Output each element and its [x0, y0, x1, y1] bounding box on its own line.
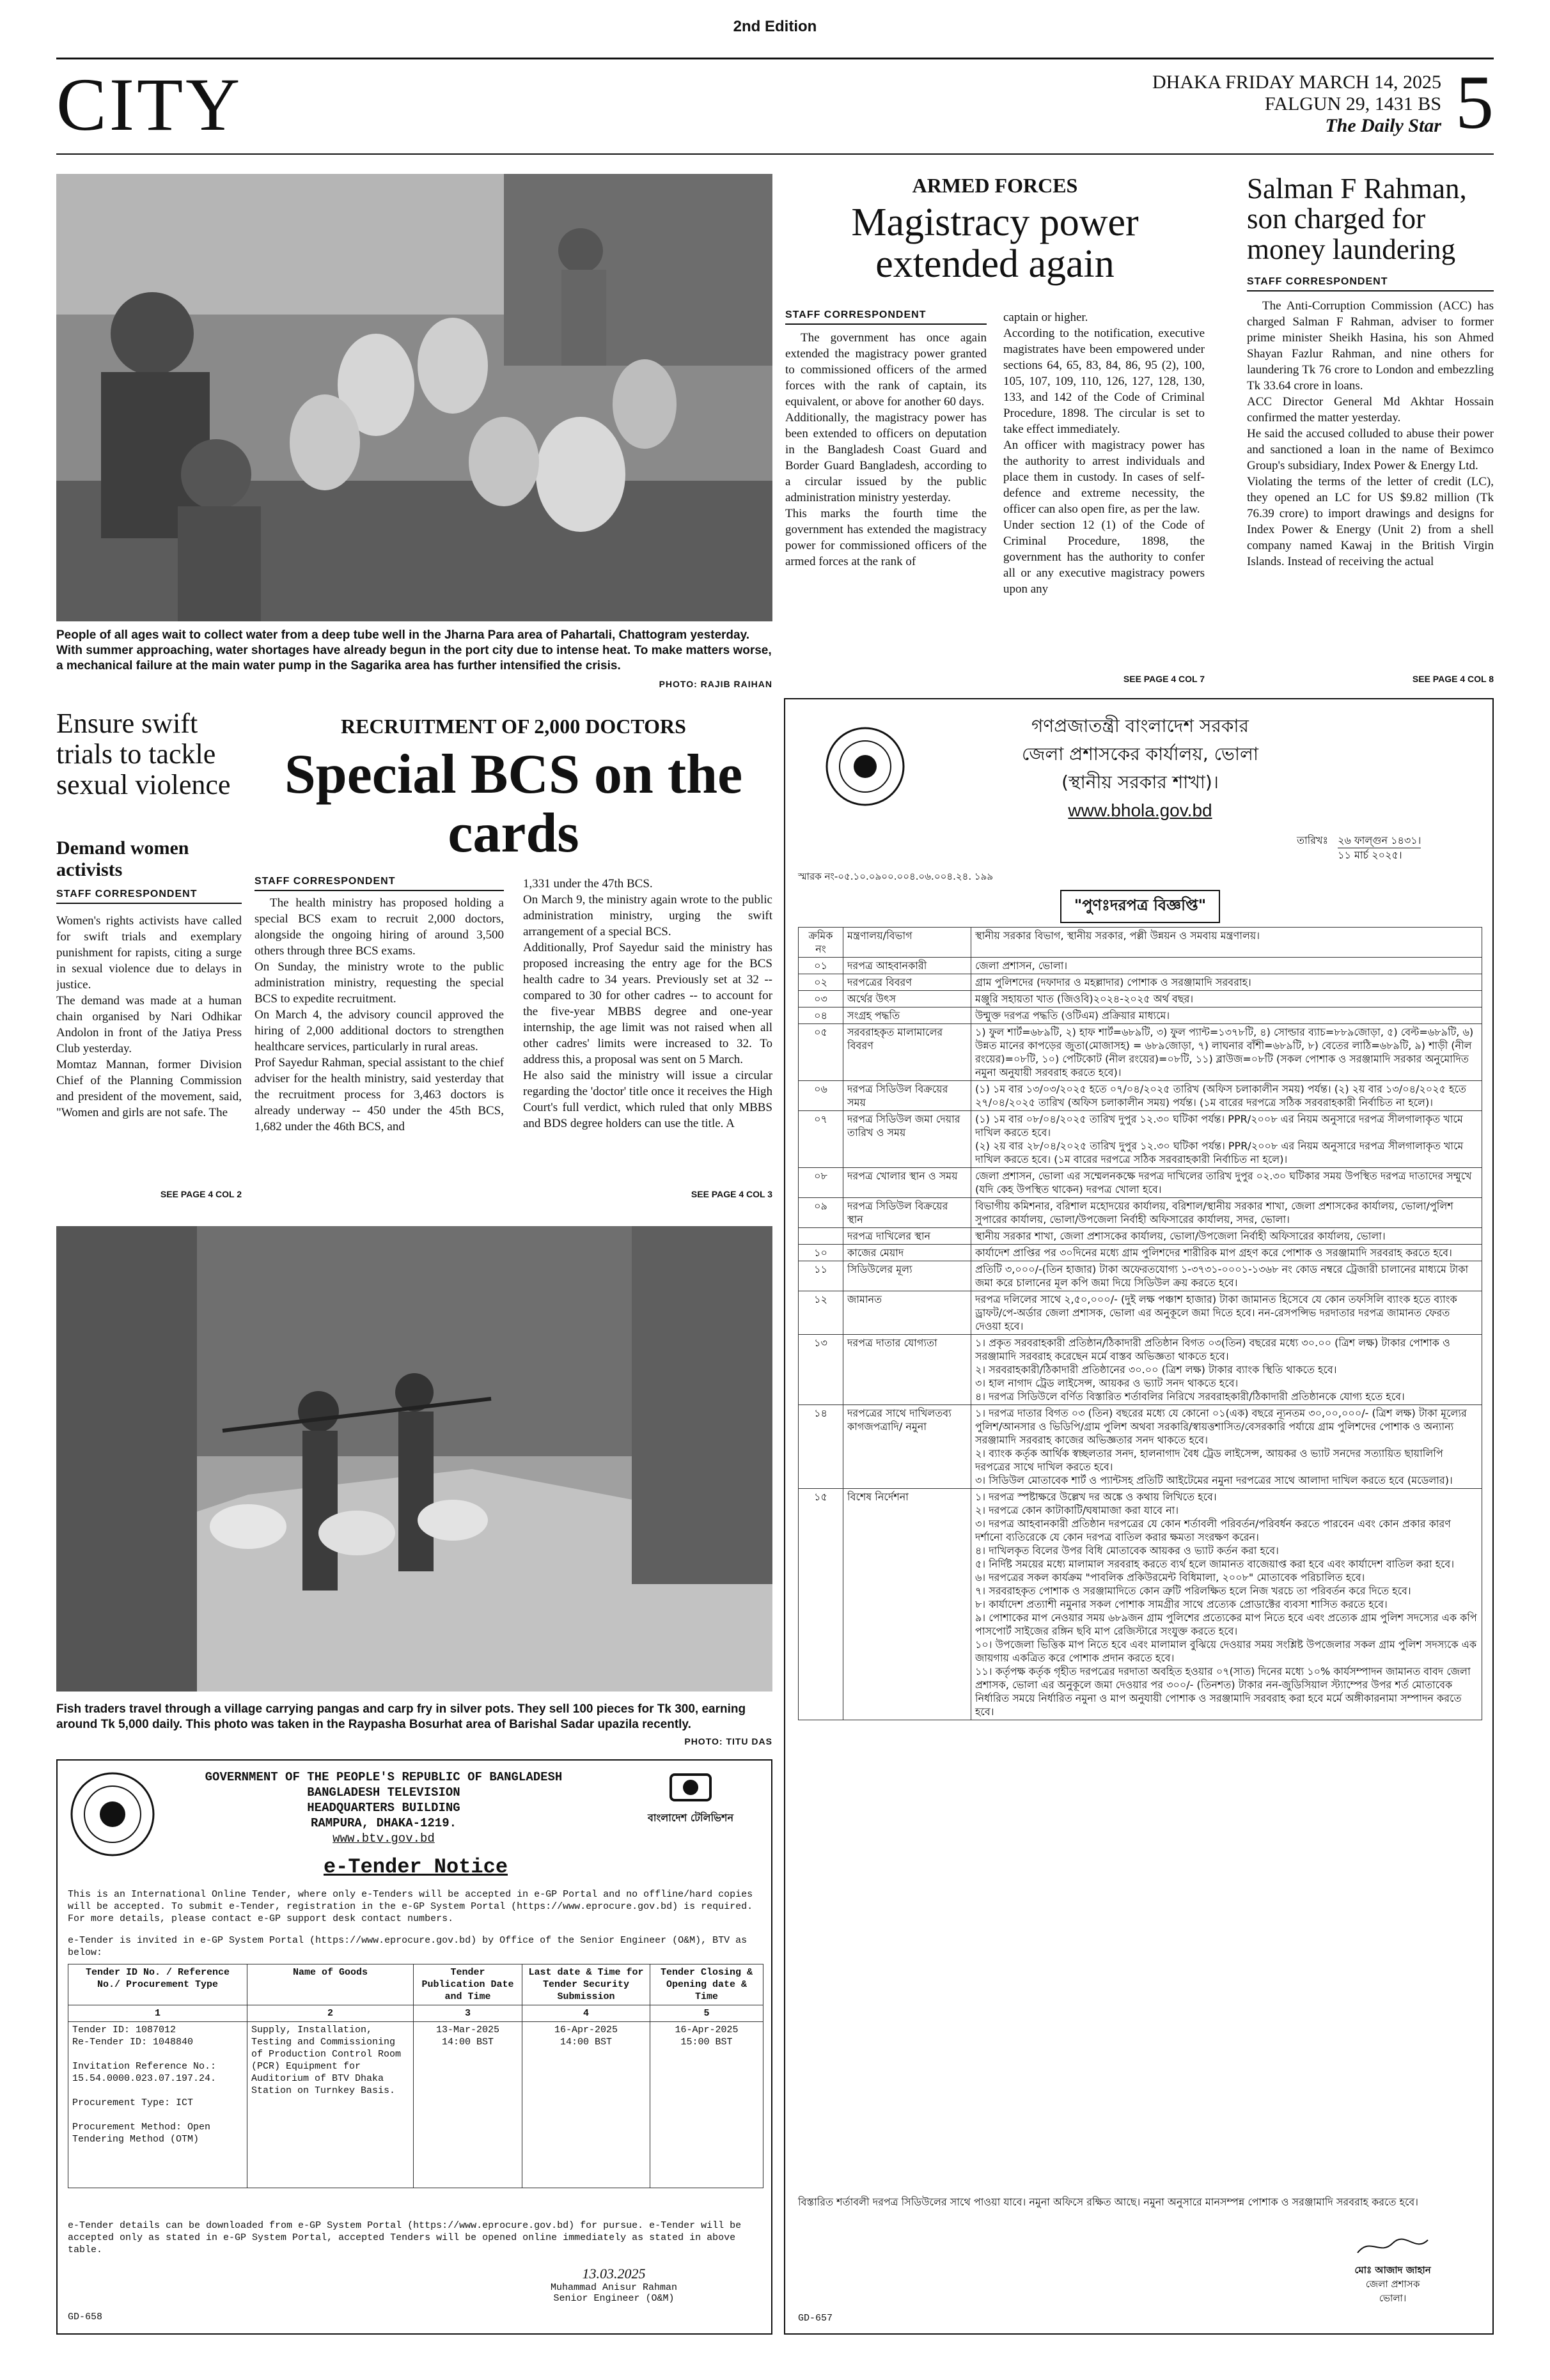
row-value: ১) ফুল শার্ট=৬৮৯টি, ২) হাফ শার্ট=৬৮৯টি, ৩) ফুল প্যান্ট=১৩৭৮টি, ৪) সোল্ডার ব্যাচ=৮৮৯জোড়া, ৫) বেল্ট=৬৮৯টি, ৬) উন্নত মানের কাপড়ের জুতা(মোজাসহ) = ৬৮৯জোড়া, ৭) লাঘনার বাঁশী=৬৮৯টি, ৮) বেতের লাঠি=৬৮৯টি, ৯) শাড়ী (নীল রংয়ের)=০৮টি, ১০) পেটিকোট (নীল রংয়ের)=০৮টি, ১১) ব্লাউজ=০৮টি (সকল পোশাক ও সরঞ্জামাদি সরকার অনুমোদিত নমুনা অনুযায়ী সরবরাহ করতে হবে)। [971, 1024, 1482, 1081]
bhola-memo: স্মারক নং-০৫.১০.০৯০০.০০৪.০৬.০০৪.২৪. ১৯৯ [798, 871, 994, 882]
row-value: স্থানীয় সরকার শাখা, জেলা প্রশাসকের কার্যালয়, ভোলা/উপজেলা নির্বাহী অফিসারের কার্যালয়, ভোলা। [971, 1228, 1482, 1245]
row-label: দরপত্র আহবানকারী [843, 958, 971, 974]
row-value: প্রতিটি ৩,০০০/-(তিন হাজার) টাকা অফেরতযোগ্য ১-৩৭৩১-০০০১-১৩৬৮ নং কোড নম্বরে ট্রেজারী চালানের মাধ্যমে টাকা জমা করে চালানের মূল কপি জমা দিয়ে সিডিউল ক্রয় করতে হবে। [971, 1261, 1482, 1291]
btv-header [160, 1769, 607, 1846]
btv-org-4: RAMPURA, DHAKA-1219. [310, 1816, 457, 1830]
bhola-date-label: তারিখঃ [1297, 834, 1329, 846]
table-row [799, 991, 1482, 1007]
water-photo [56, 174, 772, 621]
table-row [799, 1405, 1482, 1489]
row-label: জামানত [843, 1291, 971, 1335]
btv-footer: e-Tender details can be downloaded from e-GP System Portal (https://www.eprocure.gov.bd) for pursue. e-Tender will be accepted only as stated in e-GP System Portal, accepted Tenders will be opened online immediately as stated in above table. [68, 2220, 742, 2255]
bangladesh-govt-seal [68, 1769, 157, 1859]
bhola-header [785, 712, 1495, 825]
btv-tender-box [56, 1759, 772, 2335]
armed-headline: Magistracy power extended again [851, 201, 1139, 286]
section-title: CITY [56, 63, 243, 146]
table-row [799, 1081, 1482, 1111]
bhola-date-block [1297, 834, 1421, 862]
fish-photo-credit: PHOTO: TITU DAS [684, 1736, 772, 1746]
bcs-see-page: SEE PAGE 4 COL 3 [691, 1189, 772, 1199]
row-number: ০৩ [799, 991, 843, 1007]
row-number: ১৩ [799, 1335, 843, 1405]
row-number: ০৭ [799, 1111, 843, 1168]
bhola-designation: জেলা প্রশাসক [1365, 2278, 1420, 2290]
top-rule [56, 58, 1494, 59]
dateline [1152, 72, 1441, 137]
water-photo-credit: PHOTO: RAJIB RAIHAN [659, 679, 772, 689]
water-photo-caption: People of all ages wait to collect water from a deep tube well in the Jharna Para area of Pahartali, Chattogram yesterday. With summer approaching, water shortages have already begun in the port city due to intense heat. To make matters worse, a mechanical failure at the main water pump in the Sagarika area has further intensified the crisis. [56, 628, 772, 673]
row-value: কার্যাদেশ প্রাপ্তির পর ৩০দিনের মধ্যে গ্রাম পুলিশদের শারীরিক মাপ গ্রহণ করে পোশাক ও সরঞ্জামাদি সরবরাহ করতে হবে। [971, 1245, 1482, 1261]
btv-org-3: HEADQUARTERS BUILDING [307, 1801, 460, 1815]
armed-byline: STAFF CORRESPONDENT [785, 309, 987, 325]
col-header-security: Last date & Time for Tender Security Submission [522, 1964, 650, 2005]
col-header-publication: Tender Publication Date and Time [414, 1964, 522, 2005]
row-label: দরপত্রের বিবরণ [843, 974, 971, 991]
row-label: বিশেষ নির্দেশনা [843, 1489, 971, 1720]
trials-subhead: Demand women activists [56, 837, 189, 880]
row-number: ১১ [799, 1261, 843, 1291]
salman-body [1247, 298, 1494, 672]
row-value: দরপত্র দলিলের সাথে ২,৫০,০০০/- (দুই লক্ষ পঞ্চাশ হাজার) টাকা জামানত হিসেবে যে কোন তফসিলি ব্যাংক হতে ব্যাংক ড্রাফট/পে-অর্ডার জেলা প্রশাসক, ভোলা এর অনুকূলে জমা দিতে হবে। নন-রেসপন্সিভ দরদাতার দরপত্র জামানত ফেরত দেওয়া হবে। [971, 1291, 1482, 1335]
bhola-notice-box [784, 698, 1494, 2335]
fish-photo-caption: Fish traders travel through a village carrying pangas and carp fry in silver pots. They sell 100 pieces for Tk 300, earning around Tk 5,000 daily. This photo was taken in the Raypasha Bosurhat area of Barishal Sadar upazila recently. [56, 1702, 746, 1731]
row-value: জেলা প্রশাসন, ভোলা এর সম্মেলনকক্ষে দরপত্র দাখিলের তারিখ দুপুর ০২.৩০ ঘটিকার সময় উপস্থিত দরপত্র দাতাদের সম্মুখে (যদি কেহ উপস্থিত থাকেন) দরপত্র খোলা হবে। [971, 1168, 1482, 1198]
row-number: ০৫ [799, 1024, 843, 1081]
btv-designation: Senior Engineer (O&M) [553, 2293, 675, 2304]
date-line-2: FALGUN 29, 1431 BS [1264, 93, 1441, 114]
btv-web: www.btv.gov.bd [333, 1832, 435, 1846]
salman-byline: STAFF CORRESPONDENT [1247, 276, 1494, 292]
row-value: ১। প্রকৃত সরবরাহকারী প্রতিষ্ঠান/ঠিকাদারী প্রতিষ্ঠান বিগত ০৩(তিন) বছরের মধ্যে ৩০.০০ (ত্রিশ লক্ষ) টাকার পোশাক ও সরঞ্জামাদি সরবরাহ করেছেন মর্মে বাস্তব অভিজ্ঞতা থাকতে হবে। ২। সরবরাহকারী/ঠিকাদারী প্রতিষ্ঠানের ৩০.০০ (ত্রিশ লক্ষ) টাকার ব্যাংক স্থিতি থাকতে হবে। ৩। হাল নাগাদ ট্রেড লাইসেন্স, আয়কর ও ভ্যাট সনদ থাকতে হবে। ৪। দরপত্র সিডিউলে বর্ণিত বিস্তারিত শর্তাবলির নিরিখে সরবরাহকারী/ঠিকাদারী প্রতিষ্ঠানকে যোগ্য হতে হবে। [971, 1335, 1482, 1405]
btv-sign-date: 13.03.2025 [582, 2266, 646, 2282]
trials-body [56, 913, 242, 1189]
row-value: গ্রাম পুলিশদের (দফাদার ও মহল্লাদার) পোশাক ও সরঞ্জামাদি সরবরাহ। [971, 974, 1482, 991]
row-value: স্থানীয় সরকার বিভাগ, স্থানীয় সরকার, পল্লী উন্নয়ন ও সমবায় মন্ত্রণালয়। [971, 928, 1482, 958]
bhola-title-2: জেলা প্রশাসকের কার্যালয়, ভোলা [1022, 743, 1258, 765]
salman-body-text: The Anti-Corruption Commission (ACC) has charged Salman F Rahman, adviser to former prime minister Sheikh Hasina, his son Ahmed Shayan Fazlur Rahman, and nine others for laundering Tk 76 crore to London and embezzling Tk 33.64 crore in loans. ACC Director General Md Akhtar Hossain confirmed the matter yesterday. He said the accused colluded to abuse their power and sanctioned a loan in the name of Beximco Group's subsidiary, Index Power & Energy Ltd. Violating the terms of the letter of credit (LC), they opened an LC for US $9.82 million (Tk 76.39 crore) to import drawings and designs for Index Power & Energy (Unit 2) from a shell company named Kawaj in the British Virgin Islands. Instead of receiving the actual [1247, 299, 1494, 568]
row-number: ০৯ [799, 1198, 843, 1228]
row-label: সরবরাহকৃত মালামালের বিবরণ [843, 1024, 971, 1081]
btv-signer: Muhammad Anisur Rahman [550, 2282, 678, 2293]
bhola-title-1: গণপ্রজাতন্ত্রী বাংলাদেশ সরকার [1031, 715, 1249, 736]
row-label: সিডিউলের মূল্য [843, 1261, 971, 1291]
row-number: ১৫ [799, 1489, 843, 1720]
table-row [799, 928, 1482, 958]
table-row [799, 974, 1482, 991]
table-row [799, 1168, 1482, 1198]
armed-kicker: ARMED FORCES [912, 174, 1078, 197]
row-label: কাজের মেয়াদ [843, 1245, 971, 1261]
cell-closing: 16-Apr-2025 15:00 BST [650, 2022, 763, 2188]
row-label: দরপত্র দাখিলের স্থান [843, 1228, 971, 1245]
bcs-byline: STAFF CORRESPONDENT [254, 876, 504, 891]
row-value: জেলা প্রশাসন, ভোলা। [971, 958, 1482, 974]
armed-col-1 [785, 330, 987, 672]
bhola-place: ভোলা। [1379, 2292, 1407, 2304]
armed-col-1-text: The government has once again extended the magistracy power granted to commissioned officers of the armed forces with the rank of captain, its equivalent, or above for another 60 days. Additionally, the magistracy power has been extended to officers on deputation in the Bangladesh Coast Guard and Border Guard Bangladesh, according to a circular issued by the public administration ministry yesterday. This marks the fourth time the government has extended the magistracy power for commissioned officers of the armed forces at the rank of [785, 331, 987, 568]
col-num-4: 4 [522, 2005, 650, 2022]
row-label: দরপত্র সিডিউল বিক্রয়ের স্থান [843, 1198, 971, 1228]
cell-goods: Supply, Installation, Testing and Commissioning of Production Control Room (PCR) Equipment for Auditorium of BTV Dhaka Station on Turnkey Basis. [247, 2022, 414, 2188]
row-label: অর্থের উৎস [843, 991, 971, 1007]
row-label: দরপত্র খোলার স্থান ও সময় [843, 1168, 971, 1198]
row-value: বিভাগীয় কমিশনার, বরিশাল মহোদয়ের কার্যালয়, বরিশাল/স্থানীয় সরকার শাখা, জেলা প্রশাসকের কার্যালয়, ভোলা/পুলিশ সুপারের কার্যালয়, ভোলা/উপজেলা নির্বাহী অফিসারের কার্যালয়, সদর, ভোলা। [971, 1198, 1482, 1228]
table-row [799, 1198, 1482, 1228]
row-number [799, 1228, 843, 1245]
table-row [799, 1291, 1482, 1335]
row-label: দরপত্র সিডিউল জমা দেয়ার তারিখ ও সময় [843, 1111, 971, 1168]
bhola-notice-table [798, 927, 1482, 1720]
row-number: ১২ [799, 1291, 843, 1335]
row-label: দরপত্রের সাথে দাখিলতব্য কাগজপত্রাদি/ নমুনা [843, 1405, 971, 1489]
btv-signature-block [518, 2266, 710, 2304]
row-number: ১৪ [799, 1405, 843, 1489]
bcs-kicker: RECRUITMENT OF 2,000 DOCTORS [341, 715, 686, 738]
fish-traders-photo [56, 1226, 772, 1692]
btv-title: e-Tender Notice [323, 1855, 508, 1879]
row-value: ১। দরপত্র স্পষ্টাক্ষরে উল্লেখ দর অঙ্কে ও কথায় লিখিতে হবে। ২। দরপত্রে কোন কাটাকাটি/ঘষামাজা করা যাবে না। ৩। দরপত্র আহবানকারী প্রতিষ্ঠান দরপত্রের যে কোন শর্তাবলী পরিবর্তন/পরিবর্ধন করতে পারবেন এবং কোন প্রকার কারণ দর্শানো ব্যতিরেকে যে কোন দরপত্র বাতিল করার ক্ষমতা সংরক্ষণ করেন। ৪। দাখিলকৃত বিলের উপর বিধি মোতাবেক আয়কর ও ভ্যাট কর্তন করা হবে। ৫। নির্দিষ্ট সময়ের মধ্যে মালামাল সরবরাহ করতে ব্যর্থ হলে জামানত বাজেয়াপ্ত করা হবে এবং কার্যাদেশ বাতিল করা হবে। ৬। দরপত্রের সকল কার্যক্রম "পাবলিক প্রকিউরমেন্ট বিধিমালা, ২০০৮" মোতাবেক পরিচালিত হবে। ৭। সরবরাহকৃত পোশাক ও সরঞ্জামাদিতে কোন ত্রুটি পরিলক্ষিত হলে নিজ খরচে তা পরিবর্তন করে দিতে হবে। ৮। কার্যাদেশ প্রত্যাশী নমুনার সকল পোশাক সামগ্রীর সাথে প্রত্যেক প্রোডাক্টের ব্যবসা শাসিত করতে হবে। ৯। পোশাকের মাপ নেওয়ার সময় ৬৮৯জন গ্রাম পুলিশের প্রত্যেকের মাপ নিতে হবে এবং প্রত্যেক গ্রাম পুলিশ সদস্যের এক কপি পাসপোর্ট সাইজের রঙ্গিন ছবি মাপ রেজিস্টারে সংযুক্ত করতে হবে। ১০। উপজেলা ভিত্তিক মাপ নিতে হবে এবং মালামাল বুঝিয়ে দেওয়ার সময় সংশ্লিষ্ট উপজেলার সকল গ্রাম পুলিশ সদস্যকে এক জায়গায় একত্রিত করে পোশাক প্রদান করতে হবে। ১১। কর্তৃপক্ষ কর্তৃক গৃহীত দরপত্রের দরদাতা অবহিত হওয়ার ০৭(সাত) দিনের মধ্যে ১০% কার্যসম্পাদন জামানত বাবদ জেলা প্রশাসক, ভোলা এর অনুকূলে জমা দেওয়ার পর ৩০০/- (তিনশত) টাকার নন-জুডিসিয়াল স্ট্যাম্পের উপর শর্ত মোতাবেক নির্ধারিত সময়ে নির্ধারিত নমুনা ও মাপ অনুযায়ী পোশাক ও সরঞ্জামাদি সরবরাহ করা হবে মর্মে অঙ্গীকারনামা সম্পাদন করতে হবে। [971, 1489, 1482, 1720]
table-row [799, 1261, 1482, 1291]
page-number: 5 [1455, 59, 1494, 144]
btv-org-2: BANGLADESH TELEVISION [307, 1785, 460, 1800]
masthead-rule [56, 153, 1494, 155]
row-number: ১০ [799, 1245, 843, 1261]
armed-col-2 [1003, 309, 1205, 672]
bhola-title-3: (স্থানীয় সরকার শাখা)। [1061, 772, 1219, 793]
tv-icon [668, 1772, 713, 1807]
btv-org-1: GOVERNMENT OF THE PEOPLE'S REPUBLIC OF BANGLADESH [205, 1770, 563, 1784]
bhola-signer: মোঃ আজাদ জাহান [1354, 2264, 1431, 2276]
armed-see-page: SEE PAGE 4 COL 7 [1123, 674, 1205, 684]
row-value: (১) ১ম বার ০৮/০৪/২০২৫ তারিখ দুপুর ১২.৩০ ঘটিকা পর্যন্ত। PPR/২০০৮ এর নিয়ম অনুসারে দরপত্র সীলগালাকৃত খামে দাখিল করতে হবে। (২) ২য় বার ২৮/০৪/২০২৫ তারিখ দুপুর ১২.৩০ ঘটিকা পর্যন্ত। PPR/২০০৮ এর নিয়ম অনুসারে দরপত্র সীলগালাকৃত খামে দাখিল করতে হবে। (১ম বারের দরপত্রে সঠিক সরবরাহকারী নির্বাচিত না হলে)। [971, 1111, 1482, 1168]
date-line-1: DHAKA FRIDAY MARCH 14, 2025 [1152, 72, 1441, 93]
trials-see-page: SEE PAGE 4 COL 2 [160, 1189, 242, 1199]
edition-label: 2nd Edition [733, 18, 817, 35]
table-row [799, 958, 1482, 974]
row-label: মন্ত্রণালয়/বিভাগ [843, 928, 971, 958]
bhola-date-2: ১১ মার্চ ২০২৫। [1338, 849, 1402, 861]
row-number: ০২ [799, 974, 843, 991]
bcs-col-2-text: 1,331 under the 47th BCS. On March 9, the ministry again wrote to the public administration ministry, urging the swift arrangement of a special BCS. Additionally, Prof Sayedur said the ministry has proposed increasing the entry age for the BCS health cadre to 34 years. Previously set at 32 -- compared to 30 for other cadres -- to account for the five-year MBBS degree and one-year internship, the age limit was not raised when all other cadres' limits were increased to 32. To address this, a proposal was sent on 5 March. He also said the ministry will issue a circular regarding the 'doctor' title once it receives the High Court's full verdict, which ruled that only MBBS and BDS degree holders can use the title. A [523, 877, 772, 1130]
btv-tender-table [68, 1964, 763, 2188]
trials-headline: Ensure swift trials to tackle sexual violence [56, 708, 231, 800]
btv-intro: This is an International Online Tender, where only e-Tenders will be accepted in e-GP Portal and no offline/hard copies will be accepted. To submit e-Tender, registration in the e-GP System Portal (https://www.eprocure.gov.bd) is required. For more details, please contact e-GP support desk contact numbers. [68, 1889, 753, 1924]
table-row [799, 1111, 1482, 1168]
row-value: উন্মুক্ত দরপত্র পদ্ধতি (ওটিএম) প্রক্রিয়ার মাধ্যমে। [971, 1007, 1482, 1024]
table-row [799, 1007, 1482, 1024]
row-value: মঞ্জুরি সহায়তা খাত (জিওবি)২০২৪-২০২৫ অর্থ বছর। [971, 991, 1482, 1007]
col-num-3: 3 [414, 2005, 522, 2022]
row-number: ক্রমিক নং [799, 928, 843, 958]
bcs-col-1 [254, 895, 504, 1188]
trials-body-text: Women's rights activists have called for swift trials and exemplary punishment for rapists, citing a surge in sexual violence due to delays in justice. The demand was made at a human chain organised by Nari Odhikar Andolon in front of the Jatiya Press Club yesterday. Momtaz Mannan, former Division Chief of the Planning Commission and president of the movement, said, "Women and girls are not safe. The [56, 914, 242, 1119]
row-number: ০৬ [799, 1081, 843, 1111]
paper-brand: The Daily Star [1325, 115, 1441, 136]
cell-tender-id: Tender ID: 1087012 Re-Tender ID: 1048840 Invitation Reference No.: 15.54.0000.023.07.197.24. Procurement Type: ICT Procurement Method: Open Tendering Method (OTM) [68, 2022, 247, 2188]
table-row [799, 1245, 1482, 1261]
row-value: (১) ১ম বার ১৩/০৩/২০২৫ হতে ০৭/০৪/২০২৫ তারিখ (অফিস চলাকালীন সময়) পর্যন্ত। (২) ২য় বার ১৩/০৪/২০২৫ হতে ২৭/০৪/২০২৫ তারিখ (অফিস চলাকালীন সময়) পর্যন্ত। (১ম বারের দরপত্রে সঠিক সরবরাহকারী নির্বাচিত না হলে)। [971, 1081, 1482, 1111]
bhola-signature-block [1316, 2234, 1469, 2305]
signature-mark [1354, 2234, 1431, 2259]
table-row [799, 1489, 1482, 1720]
armed-col-2-text: captain or higher. According to the notification, executive magistrates have been empowered under sections 64, 65, 83, 84, 86, 95 (2), 100, 105, 107, 109, 110, 126, 127, 128, 130, 133, and 142 of the Code of Criminal Procedure, 1898. The circular is set to take effect immediately. An officer with magistracy power has the authority to arrest individuals and place them in custody. In cases of self-defence and extreme necessity, the officer can also open fire, as per the law. Under section 12 (1) of the Code of Criminal Procedure, 1898, the government has the authority to confer all or any executive magistracy powers upon any [1003, 311, 1205, 596]
btv-logo-text: বাংলাদেশ টেলিভিশন [647, 1812, 734, 1824]
row-number: ০১ [799, 958, 843, 974]
row-label: সংগ্রহ পদ্ধতি [843, 1007, 971, 1024]
row-number: ০৪ [799, 1007, 843, 1024]
col-num-5: 5 [650, 2005, 763, 2022]
row-number: ০৮ [799, 1168, 843, 1198]
col-header-goods: Name of Goods [247, 1964, 414, 2005]
salman-see-page: SEE PAGE 4 COL 8 [1412, 674, 1494, 684]
col-num-2: 2 [247, 2005, 414, 2022]
col-num-1: 1 [68, 2005, 247, 2022]
row-label: দরপত্র সিডিউল বিক্রয়ের সময় [843, 1081, 971, 1111]
bcs-headline: Special BCS on the cards [284, 743, 743, 865]
bhola-web: www.bhola.gov.bd [1068, 800, 1212, 820]
bcs-col-2 [523, 876, 772, 1188]
table-row [799, 1024, 1482, 1081]
table-row [799, 1228, 1482, 1245]
bcs-col-1-text: The health ministry has proposed holding a special BCS exam to recruit 2,000 doctors, alongside the ongoing hiring of around 3,500 others through three BCS exams. On Sunday, the ministry wrote to the public administration ministry, requesting the special BCS to expedite recruitment. On March 4, the advisory council approved the hiring of 2,000 additional doctors to strengthen healthcare services, particularly in rural areas. Prof Sayedur Rahman, special assistant to the chief adviser for the health ministry, said yesterday that the recruitment process for 3,463 doctors is already underway -- 450 under the 45th BCS, 1,682 under the 46th BCS, and [254, 896, 504, 1133]
bhola-notice-title: "পুণঃদরপত্র বিজ্ঞপ্তি" [1060, 890, 1220, 923]
table-row [68, 2022, 763, 2188]
bhola-notice-title-wrap [785, 890, 1495, 923]
col-header-tender-id: Tender ID No. / Reference No./ Procurement Type [68, 1964, 247, 2005]
trials-byline: STAFF CORRESPONDENT [56, 889, 242, 904]
btv-invite: e-Tender is invited in e-GP System Portal (https://www.eprocure.gov.bd) by Office of the Senior Engineer (O&M), BTV as below: [68, 1935, 748, 1958]
btv-logo [633, 1772, 748, 1827]
bhola-date-1: ২৬ ফাল্গুন ১৪৩১। [1338, 834, 1421, 848]
row-label: দরপত্র দাতার যোগ্যতা [843, 1335, 971, 1405]
bhola-gd-number: GD-657 [798, 2313, 833, 2324]
btv-gd-number: GD-658 [68, 2312, 103, 2322]
cell-publication: 13-Mar-2025 14:00 BST [414, 2022, 522, 2188]
bhola-footer-note: বিস্তারিত শর্তাবলী দরপত্র সিডিউলের সাথে পাওয়া যাবে। নমুনা অফিসে রক্ষিত আছে। নমুনা অনুসারে মানসম্পন্ন পোশাক ও সরঞ্জামাদি সরবরাহ করতে হবে। [798, 2196, 1419, 2208]
row-value: ১। দরপত্র দাতার বিগত ০৩ (তিন) বছরের মধ্যে যে কোনো ০১(এক) বছরে ন্যূনতম ৩০,০০,০০০/- (ত্রিশ লক্ষ) টাকা মূল্যের পুলিশ/আনসার ও ভিডিপি/গ্রাম পুলিশ অথবা সরকারি/স্বায়ত্তশাসিত/বেসরকারি পর্যায়ে গ্রাম পুলিশদের পোশাক ও অন্যান্য সরঞ্জামাদি সরবরাহ কাজের অভিজ্ঞতার সনদ থাকতে হবে। ২। ব্যাংক কর্তৃক আর্থিক স্বচ্ছলতার সনদ, হালনাগাদ বৈধ ট্রেড লাইসেন্স, আয়কর ও ভ্যাট সনদের সত্যায়িত ছায়ালিপি দরপত্রের সাথে দাখিল করতে হবে। ৩। সিডিউল মোতাবেক শার্ট ও প্যান্টসহ প্রতিটি আইটেমের নমুনা দরপত্রের সাথে আলাদা দাখিল করতে হবে (মডেলার)। [971, 1405, 1482, 1489]
salman-headline: Salman F Rahman, son charged for money laundering [1247, 173, 1467, 265]
cell-security: 16-Apr-2025 14:00 BST [522, 2022, 650, 2188]
table-row [799, 1335, 1482, 1405]
col-header-closing: Tender Closing & Opening date & Time [650, 1964, 763, 2005]
